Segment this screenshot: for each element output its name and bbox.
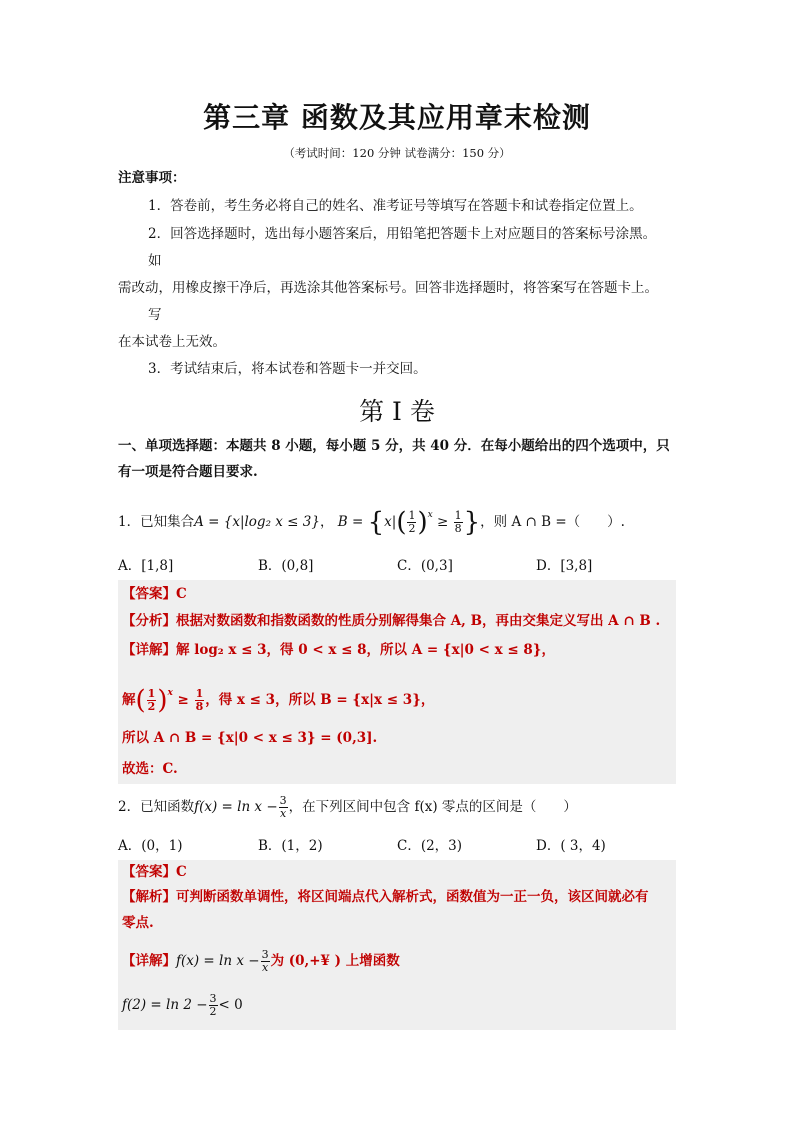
q1-detail-1: 【详解】解 log₂ x ≤ 3，得 0 < x ≤ 8，所以 A = {x|0 < x ≤ 8}， [122,642,555,658]
q1-analysis: 【分析】根据对数函数和指数函数的性质分别解得集合 A, B，再由交集定义写出 A ∩ B . [122,613,661,629]
q2-detail-1: 【详解】f(x) = ln x − $\frac{3}{x}$ 为 (0,+¥ ) 上增函数 [122,948,400,974]
exam-time-info: （考试时间：120 分钟 试卷满分：150 分） [283,146,511,160]
note-item-2-wrap-2: 写 [148,307,162,323]
question-1: 1．已知集合A = {x|log₂ x ≤ 3}， B = {x|( $\frac{1}{2}$ )$^x$ ≥ $\frac{1}{8}$ }，则 A ∩ B =（ ）. [118,507,625,538]
note-item-2-cont: 需改动，用橡皮擦干净后，再选涂其他答案标号。回答非选择题时，将答案写在答题卡上。 [118,280,658,296]
notes-heading: 注意事项： [118,170,186,186]
q1-answer: 【答案】C [122,586,187,602]
q1-set-b-var: x [384,514,392,530]
q2-option-d[interactable]: D．( 3，4) [536,838,606,854]
note-item-2: 2．回答选择题时，选出每小题答案后，用铅笔把答题卡上对应题目的答案标号涂黑。 [148,226,657,242]
section-instruction-cont: 有一项是符合题目要求. [118,464,258,480]
q1-detail-2: 解( $\frac{1}{2}$ )$^x$ ≥ $\frac{1}{8}$ ，得 x ≤ 3，所以 B = {x|x ≤ 3}， [122,685,435,716]
question-2: 2．已知函数f(x) = ln x − $\frac{3}{x}$ ，在下列区间中包含 f(x) 零点的区间是（ ） [118,794,577,820]
note-item-3: 3．考试结束后，将本试卷和答题卡一并交回。 [148,361,427,377]
q2-answer: 【答案】C [122,864,187,880]
q1-option-c[interactable]: C．(0,3] [397,558,453,574]
q1-eighth-fraction: $\frac{1}{8}$ [454,509,462,535]
q1-set-b-label: B = [337,514,364,530]
q1-option-b[interactable]: B．(0,8] [258,558,314,574]
note-item-1: 1．答卷前，考生务必将自己的姓名、准考证号等填写在答题卡和试卷指定位置上。 [148,198,643,214]
q2-detail-2: f(2) = ln 2 − $\frac{3}{2}$ < 0 [122,992,243,1018]
q2-option-b[interactable]: B．(1，2) [258,838,323,854]
q1-suffix: ，则 A ∩ B =（ ）. [480,514,625,530]
q1-set-a: A = {x|log₂ x ≤ 3} [194,514,320,530]
q1-comma: ， [319,514,334,530]
section-title: 第 I 卷 [359,397,435,426]
q2-option-a[interactable]: A．(0，1) [118,838,183,854]
q1-option-a[interactable]: A．[1,8] [118,558,174,574]
page-title: 第三章 函数及其应用章末检测 [203,101,591,134]
q1-prefix: 1．已知集合 [118,514,195,530]
q2-analysis: 【解析】可判断函数单调性，将区间端点代入解析式，函数值为一正一负，该区间就必有 [122,889,649,905]
q1-conclusion: 故选：C. [122,761,178,777]
q1-half-fraction: $\frac{1}{2}$ [408,509,416,535]
q2-option-c[interactable]: C．(2，3) [397,838,463,854]
q2-analysis-cont: 零点. [122,915,154,931]
q1-detail-3: 所以 A ∩ B = {x|0 < x ≤ 3} = (0,3]. [122,730,378,746]
note-item-2-end: 在本试卷上无效。 [118,334,226,350]
q1-option-d[interactable]: D．[3,8] [536,558,593,574]
section-instruction: 一、单项选择题：本题共 8 小题，每小题 5 分，共 40 分．在每小题给出的四个选项中，只 [118,438,670,454]
note-item-2-wrap: 如 [148,253,162,269]
